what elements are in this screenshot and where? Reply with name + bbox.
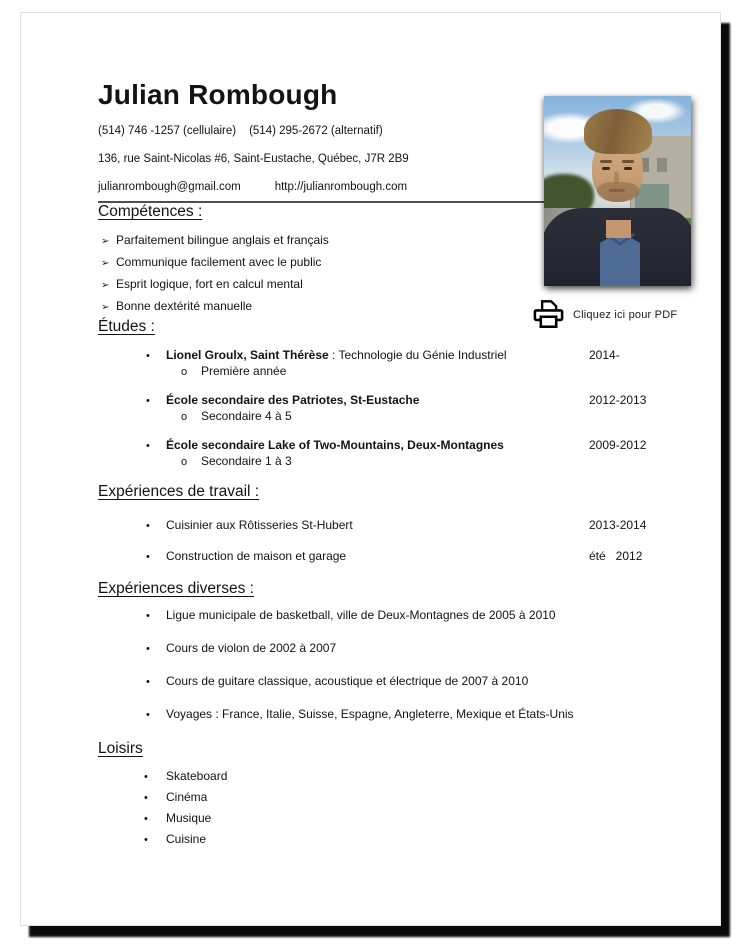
education-entry xyxy=(98,393,673,425)
competence-text: Parfaitement bilingue anglais et français xyxy=(116,233,329,247)
photo-eyebrow xyxy=(622,160,634,163)
photo-neck xyxy=(606,220,631,238)
address-line: 136, rue Saint-Nicolas #6, Saint-Eustache, Québec, J7R 2B9 xyxy=(98,153,409,165)
pdf-download-link[interactable] xyxy=(533,300,677,329)
education-sub-text: Secondaire 1 à 3 xyxy=(201,454,292,468)
list-item xyxy=(98,674,673,690)
loisir-text: Musique xyxy=(166,811,212,825)
photo-shirt xyxy=(600,232,640,286)
photo-hair xyxy=(584,109,652,154)
education-entry xyxy=(98,348,673,380)
bullet-dot-icon: • xyxy=(146,610,150,622)
phone-alt: (514) 295-2672 (alternatif) xyxy=(249,125,383,137)
list-item xyxy=(98,832,673,848)
bullet-arrow-icon: ➢ xyxy=(101,302,110,313)
list-item xyxy=(98,641,673,657)
competence-text: Communique facilement avec le public xyxy=(116,255,322,269)
entry-date: 2014- xyxy=(589,348,620,362)
loisirs-list xyxy=(98,769,673,848)
email-text: julianrombough@gmail.com xyxy=(98,181,241,193)
work-entry xyxy=(98,549,673,565)
education-sub-text: Première année xyxy=(201,364,287,378)
bullet-dot-icon: • xyxy=(146,520,150,532)
loisir-text: Skateboard xyxy=(166,769,228,783)
travail-entries xyxy=(98,518,673,565)
bullet-circle-icon: o xyxy=(181,456,188,468)
diverse-text: Cours de guitare classique, acoustique et électrique de 2007 à 2010 xyxy=(166,674,529,688)
bullet-dot-icon: • xyxy=(146,395,150,407)
bullet-dot-icon: • xyxy=(146,676,150,688)
school-detail: : Technologie du Génie Industriel xyxy=(328,348,507,362)
bullet-dot-icon: • xyxy=(144,813,148,825)
education-sub-text: Secondaire 4 à 5 xyxy=(201,409,292,423)
list-item xyxy=(98,769,673,785)
photo-eye xyxy=(602,167,610,170)
list-item xyxy=(98,707,673,723)
website-url: http://julianrombough.com xyxy=(274,181,408,193)
bullet-dot-icon: • xyxy=(146,440,150,452)
bullet-dot-icon: • xyxy=(146,551,150,563)
school-name: Lionel Groulx, Saint Thérèse xyxy=(166,348,329,362)
page-title: Julian Rombough xyxy=(98,79,338,110)
section-title-competences: Compétences : xyxy=(98,203,203,220)
competence-text: Bonne dextérité manuelle xyxy=(116,299,253,313)
school-name: École secondaire des Patriotes, St-Eustache xyxy=(166,393,420,407)
phone-cell: (514) 746 -1257 (cellulaire) xyxy=(98,125,237,137)
printer-icon[interactable] xyxy=(533,300,564,329)
education-main xyxy=(98,393,673,409)
etudes-entries xyxy=(98,348,673,470)
work-text: Construction de maison et garage xyxy=(166,549,347,563)
profile-photo xyxy=(544,96,691,286)
school-name: École secondaire Lake of Two-Mountains, Deux-Montagnes xyxy=(166,438,504,452)
bullet-dot-icon: • xyxy=(146,643,150,655)
bullet-arrow-icon: ➢ xyxy=(101,280,110,291)
education-main xyxy=(98,348,673,364)
diverse-text: Cours de violon de 2002 à 2007 xyxy=(166,641,337,655)
bullet-circle-icon: o xyxy=(181,366,188,378)
bullet-dot-icon: • xyxy=(146,350,150,362)
loisir-text: Cuisine xyxy=(166,832,207,846)
diverse-text: Voyages : France, Italie, Suisse, Espagne, Angleterre, Mexique et États-Unis xyxy=(166,707,574,721)
education-main xyxy=(98,438,673,454)
bullet-arrow-icon: ➢ xyxy=(101,258,110,269)
work-text: Cuisinier aux Rôtisseries St-Hubert xyxy=(166,518,353,532)
resume-page xyxy=(20,12,721,926)
section-title-etudes: Études : xyxy=(98,318,155,335)
entry-date: été 2012 xyxy=(589,549,643,563)
list-item xyxy=(98,790,673,806)
list-item xyxy=(98,811,673,827)
photo-eyebrow xyxy=(600,160,612,163)
education-sub xyxy=(98,454,673,470)
photo-nose xyxy=(614,171,619,184)
bullet-dot-icon: • xyxy=(144,792,148,804)
education-sub xyxy=(98,364,673,380)
entry-date: 2013-2014 xyxy=(589,518,647,532)
photo-eye xyxy=(624,167,632,170)
loisir-text: Cinéma xyxy=(166,790,208,804)
entry-date: 2012-2013 xyxy=(589,393,647,407)
education-sub xyxy=(98,409,673,425)
section-title-travail: Expériences de travail : xyxy=(98,483,260,500)
bullet-circle-icon: o xyxy=(181,411,188,423)
bullet-dot-icon: • xyxy=(144,834,148,846)
pdf-link-label[interactable]: Cliquez ici pour PDF xyxy=(573,308,678,321)
education-entry xyxy=(98,438,673,470)
entry-date: 2009-2012 xyxy=(589,438,647,452)
photo-mouth xyxy=(609,189,625,192)
work-entry xyxy=(98,518,673,534)
bullet-dot-icon: • xyxy=(144,771,148,783)
list-item xyxy=(98,608,673,624)
section-title-diverses: Expériences diverses : xyxy=(98,580,254,597)
photo-window xyxy=(657,158,667,172)
competence-text: Esprit logique, fort en calcul mental xyxy=(116,277,303,291)
photo-stubble xyxy=(597,182,639,202)
bullet-arrow-icon: ➢ xyxy=(101,236,110,247)
bullet-dot-icon: • xyxy=(146,709,150,721)
diverse-text: Ligue municipale de basketball, ville de Deux-Montagnes de 2005 à 2010 xyxy=(166,608,556,622)
diverses-list xyxy=(98,608,673,723)
section-title-loisirs: Loisirs xyxy=(98,740,143,757)
